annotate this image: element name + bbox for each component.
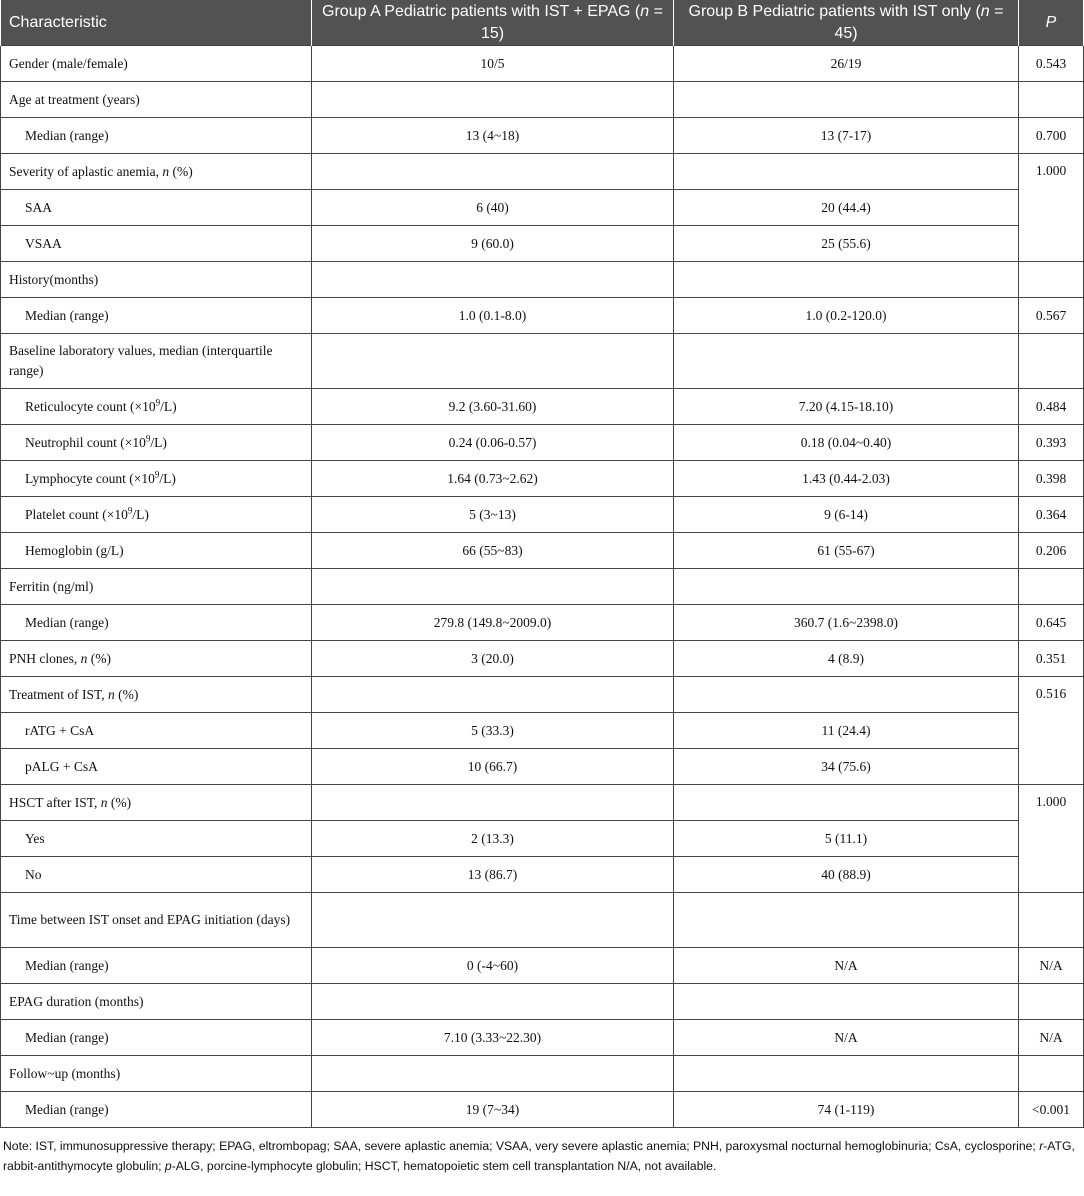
table-row	[1, 984, 1084, 1020]
table-row	[1, 948, 1084, 984]
label-text: /L)	[150, 434, 167, 450]
label-text: Lymphocyte count (×10	[25, 470, 155, 486]
row-label: Ferritin (ng/ml)	[1, 569, 312, 605]
row-label	[1, 461, 312, 497]
label-text: /L)	[132, 506, 149, 522]
p-value: 0.484	[1019, 389, 1084, 425]
empty-cell	[312, 1056, 674, 1092]
table-row	[1, 641, 1084, 677]
table-row	[1, 1056, 1084, 1092]
group-a-value: 279.8 (149.8~2009.0)	[312, 605, 674, 641]
table-row	[1, 857, 1084, 893]
p-value: 1.000	[1019, 785, 1084, 893]
empty-cell	[312, 893, 674, 948]
table-row	[1, 461, 1084, 497]
group-a-value: 19 (7~34)	[312, 1092, 674, 1128]
table-row	[1, 713, 1084, 749]
label-text: Reticulocyte count (×10	[25, 398, 156, 414]
group-a-value: 5 (33.3)	[312, 713, 674, 749]
row-label	[1, 677, 312, 713]
table-row	[1, 298, 1084, 334]
row-label: Baseline laboratory values, median (interquartile range)	[1, 334, 312, 389]
group-a-value: 10 (66.7)	[312, 749, 674, 785]
group-b-value: 61 (55-67)	[674, 533, 1019, 569]
p-value: N/A	[1019, 1020, 1084, 1056]
row-label: No	[1, 857, 312, 893]
row-label: EPAG duration (months)	[1, 984, 312, 1020]
group-b-value: 34 (75.6)	[674, 749, 1019, 785]
label-text: Neutrophil count (×10	[25, 434, 146, 450]
group-b-value: 7.20 (4.15-18.10)	[674, 389, 1019, 425]
group-b-value: 20 (44.4)	[674, 190, 1019, 226]
table-row	[1, 1092, 1084, 1128]
group-a-value: 7.10 (3.33~22.30)	[312, 1020, 674, 1056]
empty-cell	[674, 262, 1019, 298]
group-b-value: 0.18 (0.04~0.40)	[674, 425, 1019, 461]
table-footnote	[0, 1128, 1084, 1176]
label-superscript: 9	[127, 505, 133, 515]
p-value: 0.398	[1019, 461, 1084, 497]
empty-cell	[312, 569, 674, 605]
row-label	[1, 785, 312, 821]
p-value: 0.351	[1019, 641, 1084, 677]
group-b-value: 26/19	[674, 46, 1019, 82]
row-label: Median (range)	[1, 1020, 312, 1056]
table-row	[1, 262, 1084, 298]
group-a-value: 2 (13.3)	[312, 821, 674, 857]
row-label: Median (range)	[1, 298, 312, 334]
footnote-italic: p	[164, 1159, 172, 1173]
empty-cell	[674, 334, 1019, 389]
p-value: 0.645	[1019, 605, 1084, 641]
p-value: 1.000	[1019, 154, 1084, 262]
table-row	[1, 569, 1084, 605]
group-a-value: 13 (4~18)	[312, 118, 674, 154]
label-text: (%)	[107, 794, 132, 810]
empty-cell	[674, 785, 1019, 821]
row-label: Median (range)	[1, 118, 312, 154]
label-text: Severity of aplastic anemia,	[9, 163, 163, 179]
empty-cell	[312, 154, 674, 190]
row-label	[1, 154, 312, 190]
p-value: 0.567	[1019, 298, 1084, 334]
empty-cell	[312, 82, 674, 118]
label-text: (%)	[169, 163, 193, 179]
table-header-row	[1, 0, 1084, 46]
row-label	[1, 425, 312, 461]
empty-cell	[1019, 262, 1084, 298]
empty-cell	[1019, 893, 1084, 948]
table-row	[1, 334, 1084, 389]
group-b-value: 9 (6-14)	[674, 497, 1019, 533]
table-row	[1, 785, 1084, 821]
group-b-value: 360.7 (1.6~2398.0)	[674, 605, 1019, 641]
empty-cell	[312, 334, 674, 389]
label-n: n	[162, 163, 170, 179]
row-label: Age at treatment (years)	[1, 82, 312, 118]
row-label: Gender (male/female)	[1, 46, 312, 82]
table-row	[1, 749, 1084, 785]
row-label: Median (range)	[1, 948, 312, 984]
label-text: PNH clones,	[9, 650, 81, 666]
p-value: 0.700	[1019, 118, 1084, 154]
row-label	[1, 389, 312, 425]
group-a-value: 13 (86.7)	[312, 857, 674, 893]
p-value: 0.516	[1019, 677, 1084, 785]
label-text: (%)	[114, 686, 139, 702]
group-b-value: 1.0 (0.2-120.0)	[674, 298, 1019, 334]
row-label: Yes	[1, 821, 312, 857]
row-label	[1, 497, 312, 533]
row-label: SAA	[1, 190, 312, 226]
table-row	[1, 154, 1084, 190]
table-row	[1, 190, 1084, 226]
table-row	[1, 821, 1084, 857]
label-text: (%)	[87, 650, 111, 666]
group-b-value: N/A	[674, 948, 1019, 984]
table-row	[1, 497, 1084, 533]
table-row	[1, 82, 1084, 118]
group-a-value: 1.0 (0.1-8.0)	[312, 298, 674, 334]
footnote-text: -ATG, rabbit-antithymocyte globulin;	[3, 1139, 1075, 1173]
p-value: <0.001	[1019, 1092, 1084, 1128]
label-n: n	[108, 686, 115, 702]
p-value: N/A	[1019, 948, 1084, 984]
row-label: pALG + CsA	[1, 749, 312, 785]
group-a-value: 3 (20.0)	[312, 641, 674, 677]
empty-cell	[312, 785, 674, 821]
header-characteristic: Characteristic	[1, 0, 312, 46]
group-b-value: 74 (1-119)	[674, 1092, 1019, 1128]
group-a-value: 0 (-4~60)	[312, 948, 674, 984]
header-group-a: Group A Pediatric patients with IST + EPAG (n = 15)	[312, 0, 674, 46]
header-p-value: P	[1019, 0, 1084, 46]
row-label	[1, 641, 312, 677]
group-b-value: 5 (11.1)	[674, 821, 1019, 857]
empty-cell	[674, 677, 1019, 713]
empty-cell	[312, 984, 674, 1020]
group-a-value: 9 (60.0)	[312, 226, 674, 262]
label-text: HSCT after IST,	[9, 794, 101, 810]
empty-cell	[312, 262, 674, 298]
table-row	[1, 677, 1084, 713]
footnote-text: Note: IST, immunosuppressive therapy; EPAG, eltrombopag; SAA, severe aplastic anemia; VSAA, very severe aplastic anemia; PNH, paroxysmal nocturnal hemoglobinuria; CsA, cyclosporine;	[3, 1139, 1040, 1153]
p-value: 0.206	[1019, 533, 1084, 569]
table-row	[1, 46, 1084, 82]
group-a-value: 5 (3~13)	[312, 497, 674, 533]
table-row	[1, 893, 1084, 948]
label-superscript: 9	[155, 397, 161, 407]
empty-cell	[1019, 984, 1084, 1020]
p-value: 0.364	[1019, 497, 1084, 533]
empty-cell	[1019, 334, 1084, 389]
row-label: History(months)	[1, 262, 312, 298]
group-b-value: 40 (88.9)	[674, 857, 1019, 893]
table-row	[1, 389, 1084, 425]
empty-cell	[1019, 1056, 1084, 1092]
empty-cell	[674, 569, 1019, 605]
group-a-value: 66 (55~83)	[312, 533, 674, 569]
p-value: 0.393	[1019, 425, 1084, 461]
row-label: Median (range)	[1, 1092, 312, 1128]
group-a-value: 9.2 (3.60-31.60)	[312, 389, 674, 425]
label-n: n	[100, 794, 108, 810]
label-text: /L)	[160, 398, 177, 414]
empty-cell	[1019, 82, 1084, 118]
footnote-italic: r	[1039, 1139, 1044, 1153]
label-superscript: 9	[145, 433, 151, 443]
group-b-value: N/A	[674, 1020, 1019, 1056]
empty-cell	[674, 984, 1019, 1020]
group-a-value: 10/5	[312, 46, 674, 82]
footnote-text: -ALG, porcine-lymphocyte globulin; HSCT, hematopoietic stem cell transplantation N/A, not available.	[171, 1159, 717, 1173]
group-a-value: 0.24 (0.06-0.57)	[312, 425, 674, 461]
row-label: Hemoglobin (g/L)	[1, 533, 312, 569]
row-label: Follow~up (months)	[1, 1056, 312, 1092]
label-superscript: 9	[154, 469, 160, 479]
p-value: 0.543	[1019, 46, 1084, 82]
group-a-value: 6 (40)	[312, 190, 674, 226]
empty-cell	[674, 1056, 1019, 1092]
label-n: n	[80, 650, 88, 666]
label-text: Platelet count (×10	[25, 506, 128, 522]
group-b-value: 13 (7-17)	[674, 118, 1019, 154]
row-label: rATG + CsA	[1, 713, 312, 749]
empty-cell	[312, 677, 674, 713]
table-row	[1, 605, 1084, 641]
row-label: VSAA	[1, 226, 312, 262]
table-row	[1, 1020, 1084, 1056]
group-b-value: 1.43 (0.44-2.03)	[674, 461, 1019, 497]
group-b-value: 25 (55.6)	[674, 226, 1019, 262]
table-row	[1, 118, 1084, 154]
table-row	[1, 533, 1084, 569]
row-label: Time between IST onset and EPAG initiation (days)	[1, 893, 312, 948]
empty-cell	[674, 893, 1019, 948]
table-row	[1, 425, 1084, 461]
group-a-value: 1.64 (0.73~2.62)	[312, 461, 674, 497]
group-b-value: 4 (8.9)	[674, 641, 1019, 677]
header-group-b: Group B Pediatric patients with IST only (n = 45)	[674, 0, 1019, 46]
label-text: Treatment of IST,	[9, 686, 108, 702]
empty-cell	[1019, 569, 1084, 605]
label-text: /L)	[159, 470, 176, 486]
empty-cell	[674, 154, 1019, 190]
table-row	[1, 226, 1084, 262]
empty-cell	[674, 82, 1019, 118]
row-label: Median (range)	[1, 605, 312, 641]
group-b-value: 11 (24.4)	[674, 713, 1019, 749]
